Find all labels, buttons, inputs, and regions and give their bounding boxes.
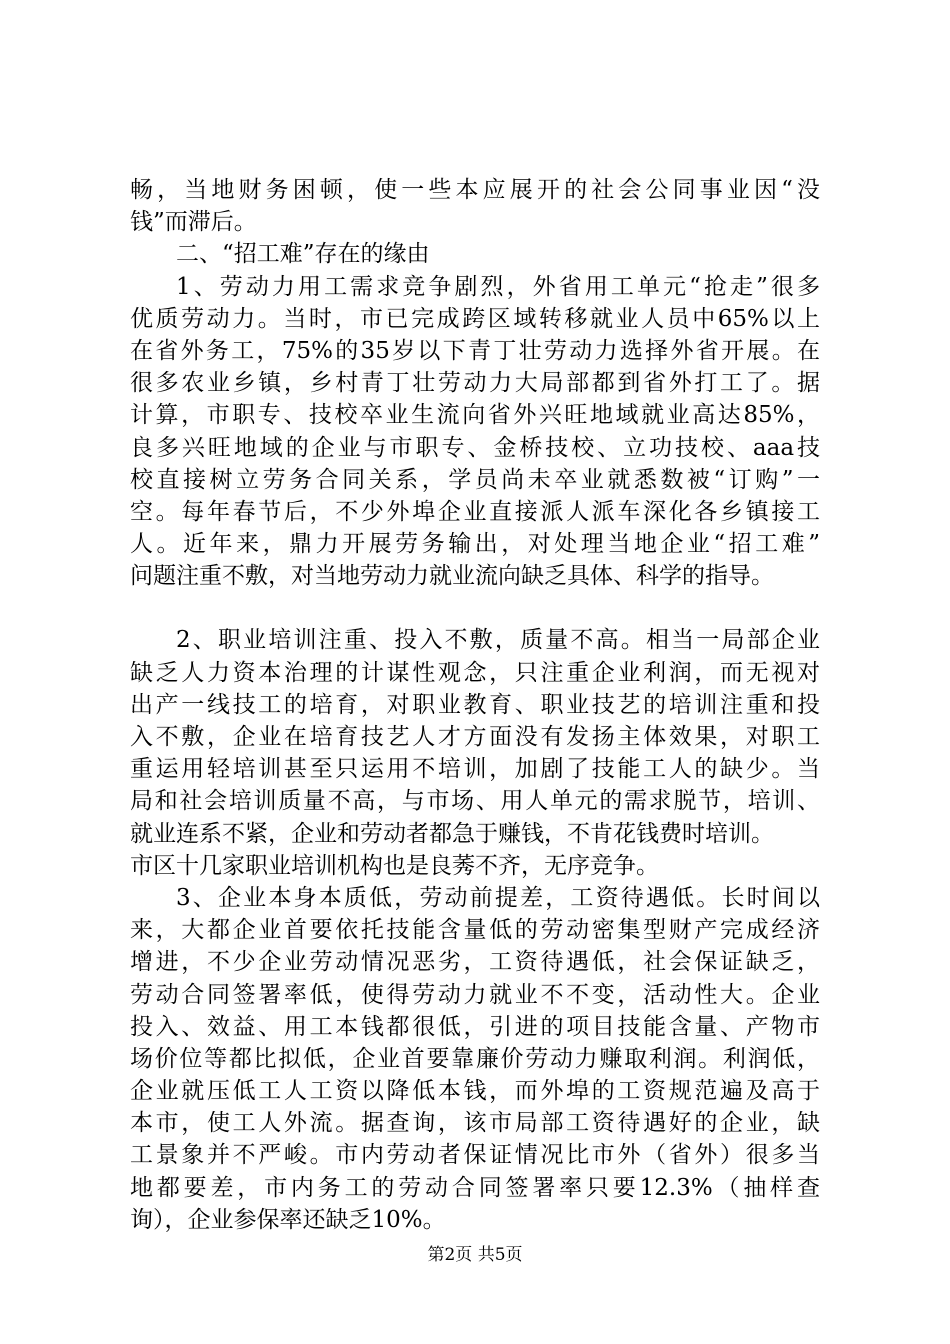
text-line: 钱”而滞后。: [130, 209, 257, 236]
text-line: 校直接树立劳务合同关系，学员尚未卒业就悉数被“订购”一: [130, 466, 820, 493]
text-line: 计算，市职专、技校卒业生流向省外兴旺地域就业高达85%，: [130, 402, 820, 429]
text-line: 出产一线技工的培育，对职业教育、职业技艺的培训注重和投: [130, 691, 820, 718]
document-body: [130, 174, 820, 1236]
text-line: 劳动合同签署率低，使得劳动力就业不不变，活动性大。企业: [130, 981, 820, 1008]
text-line: 畅，当地财务困顿，使一些本应展开的社会公同事业因“没: [130, 177, 820, 203]
text-line: 市区十几家职业培训机构也是良莠不齐，无序竞争。: [130, 852, 659, 879]
text-line: 缺乏人力资本治理的计谋性观念，只注重企业利润，而无视对: [130, 659, 820, 686]
text-line: 局和社会培训质量不高，与市场、用人单元的需求脱节，培训、: [130, 788, 820, 815]
paragraph-gap: [130, 592, 820, 624]
text-line: 2、职业培训注重、投入不敷，质量不高。相当一局部企业: [176, 627, 820, 654]
text-line: 入不敷，企业在培育技艺人才方面没有发扬主体效果，对职工: [130, 724, 820, 750]
text-line: 地都要差，市内务工的劳动合同签署率只要12.3%（抽样查: [130, 1174, 820, 1201]
text-line: 增进，不少企业劳动情况恶劣，工资待遇低，社会保证缺乏，: [130, 949, 820, 976]
text-line: 企业就压低工人工资以降低本钱，而外埠的工资规范遍及高于: [130, 1078, 820, 1105]
page-number: 第2页 共5页: [427, 1245, 523, 1265]
text-line: 空。每年春节后，不少外埠企业直接派人派车深化各乡镇接工: [130, 498, 820, 525]
text-line: 场价位等都比拟低，企业首要靠廉价劳动力赚取利润。利润低，: [130, 1045, 820, 1072]
text-line: 优质劳动力。当时，市已完成跨区域转移就业人员中65%以上: [130, 305, 820, 332]
text-line: 本市，使工人外流。据查询，该市局部工资待遇好的企业，缺: [130, 1110, 820, 1137]
text-line: 询），企业参保率还缺乏10%。: [130, 1206, 446, 1233]
section-heading: 二、“招工难”存在的缘由: [176, 241, 430, 268]
text-line: 重运用轻培训甚至只运用不培训，加剧了技能工人的缺少。当: [130, 756, 820, 783]
text-line: 良多兴旺地域的企业与市职专、金桥技校、立功技校、aaa技: [130, 434, 820, 461]
text-line: 就业连系不紧，企业和劳动者都急于赚钱，不肯花钱费时培训。: [130, 820, 774, 847]
text-line: 人。近年来，鼎力开展劳务输出，对处理当地企业“招工难”: [130, 531, 820, 558]
text-line: 来，大都企业首要依托技能含量低的劳动密集型财产完成经济: [130, 917, 820, 944]
text-line: 投入、效益、用工本钱都很低，引进的项目技能含量、产物市: [130, 1013, 820, 1040]
text-line: 问题注重不敷，对当地劳动力就业流向缺乏具体、科学的指导。: [130, 563, 774, 590]
text-line: 3、企业本身本质低，劳动前提差，工资待遇低。长时间以: [176, 884, 820, 911]
text-line: 在省外务工，75%的35岁以下青丁壮劳动力选择外省开展。在: [130, 337, 820, 364]
text-line: 工景象并不严峻。市内劳动者保证情况比市外（省外）很多当: [130, 1142, 820, 1169]
text-line: 1、劳动力用工需求竞争剧烈，外省用工单元“抢走”很多: [176, 273, 820, 300]
text-line: 很多农业乡镇，乡村青丁壮劳动力大局部都到省外打工了。据: [130, 370, 820, 397]
